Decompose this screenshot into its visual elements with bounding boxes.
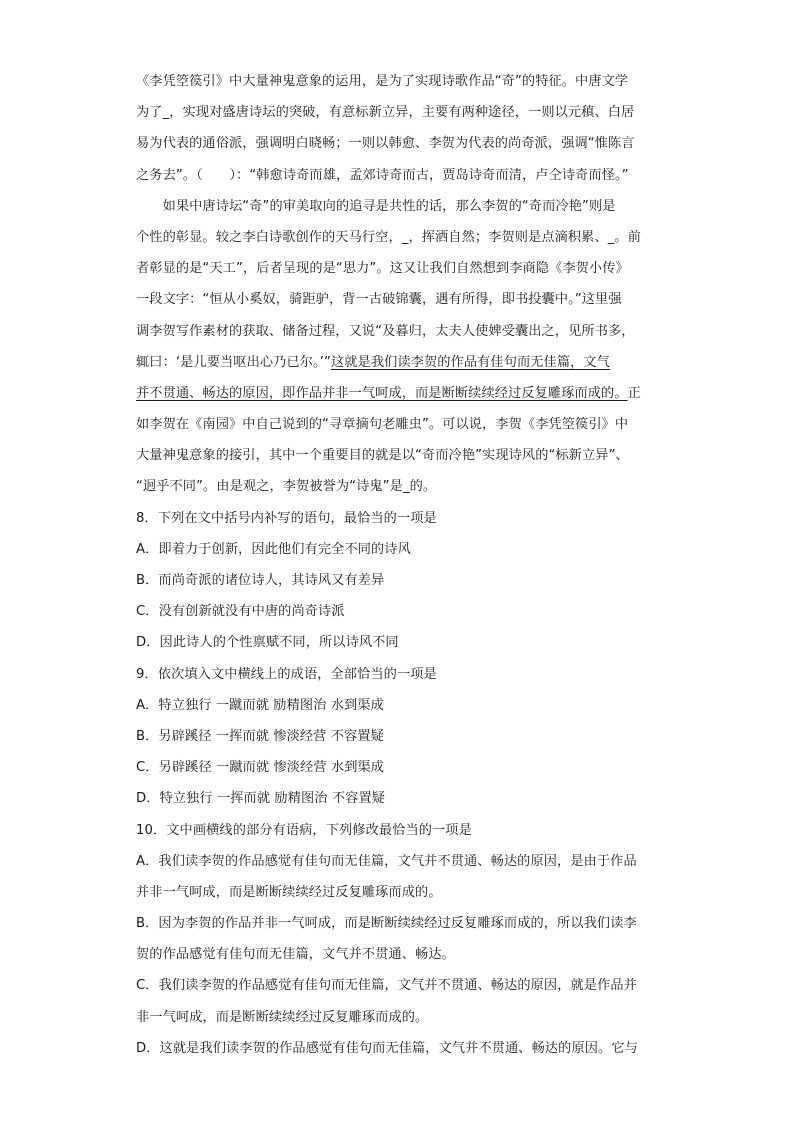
passage-line: 个性的彰显。较之李白诗歌创作的天马行空，_，挥洒自然；李贺则是点滴积累、_。前 <box>136 229 642 245</box>
passage-line: 为了_，实现对盛唐诗坛的突破，有意标新立异，主要有两种途径，一则以元稹、白居 <box>136 105 635 121</box>
answer-option: B．另辟蹊径 一挥而就 惨淡经营 不容置疑 <box>136 728 384 744</box>
answer-option: C．另辟蹊径 一蹴而就 惨淡经营 水到渠成 <box>136 760 385 776</box>
answer-option: D．因此诗人的个性禀赋不同，所以诗风不同 <box>136 635 399 651</box>
answer-option: C．我们读李贺的作品感觉有佳句而无佳篇，文气并不贯通、畅达的原因，就是作品并 <box>136 978 637 994</box>
passage-line: 《李凭箜篌引》中大量神鬼意象的运用，是为了实现诗歌作品“奇”的特征。中唐文学 <box>136 74 629 89</box>
answer-option-continued: 并非一气呵成，而是断断续续经过反复雕琢而成的。 <box>136 884 442 900</box>
passage-line: 一段文字：“恒从小奚奴，骑距驴，背一古破锦囊，遇有所得，即书投囊中。”这里强 <box>136 292 622 308</box>
passage-text: 辄曰：‘是儿要当呕出心乃已尔。’” <box>136 354 331 370</box>
document-page <box>136 66 660 1064</box>
answer-option: B．因为李贺的作品并非一气呵成，而是断断续续经过反复雕琢而成的，所以我们读李 <box>136 916 637 932</box>
question-10 <box>136 815 660 1065</box>
passage-line: 如李贺在《南园》中自己说到的“寻章摘句老雕虫”。可以说，李贺《李凭箜篌引》中 <box>136 417 629 433</box>
question-stem: 10．文中画横线的部分有语病，下列修改最恰当的一项是 <box>136 822 472 838</box>
passage-text: 正 <box>627 385 641 401</box>
answer-option: A．特立独行 一蹴而就 励精图治 水到渠成 <box>136 697 384 713</box>
answer-option-continued: 非一气呵成，而是断断续续经过反复雕琢而成的。 <box>136 1009 429 1025</box>
question-stem: 9．依次填入文中横线上的成语，全部恰当的一项是 <box>136 666 437 682</box>
answer-option: C．没有创新就没有中唐的尚奇诗派 <box>136 604 345 620</box>
underlined-sentence: 这就是我们读李贺的作品有佳句而无佳篇，文气 <box>330 354 610 370</box>
passage-line: 者彰显的是“天工”，后者呈现的是“思力”。这又让我们自然想到李商隐《李贺小传》 <box>136 261 629 277</box>
answer-option: D．特立独行 一挥而就 励精图治 不容置疑 <box>136 791 386 807</box>
answer-option: A．即着力于创新，因此他们有完全不同的诗风 <box>136 541 411 557</box>
underlined-sentence: 并不贯通、畅达的原因，即作品并非一气呵成，而是断断续续经过反复雕琢而成的。 <box>136 385 628 401</box>
passage-line <box>136 347 660 378</box>
passage-line: 易为代表的通俗派，强调明白晓畅；一则以韩愈、李贺为代表的尚奇派，强调“惟陈言 <box>136 136 635 152</box>
passage-line: 大量神鬼意象的接引，其中一个重要目的就是以“奇而冷艳”实现诗风的“标新立异”、 <box>136 448 629 464</box>
reading-passage <box>136 66 660 503</box>
passage-line: 之务去”。（ ）：“韩愈诗奇而雄，孟郊诗奇而古，贾岛诗奇而清，卢仝诗奇而怪。” <box>136 167 629 183</box>
passage-line: 如果中唐诗坛“奇”的审美取向的追寻是共性的话，那么李贺的“奇而冷艳”则是 <box>136 198 616 214</box>
answer-option: D．这就是我们读李贺的作品感觉有佳句而无佳篇，文气并不贯通、畅达的原因。它与 <box>136 1040 638 1056</box>
question-stem: 8．下列在文中括号内补写的语句，最恰当的一项是 <box>136 510 437 526</box>
passage-line <box>136 378 660 409</box>
answer-option-continued: 贺的作品感觉有佳句而无佳篇，文气并不贯通、畅达。 <box>136 947 455 963</box>
passage-line: 调李贺写作素材的获取、储备过程，又说“及暮归，太夫人使婢受囊出之，见所书多， <box>136 323 635 339</box>
question-9 <box>136 659 660 815</box>
answer-option: B．而尚奇派的诸位诗人，其诗风又有差异 <box>136 573 385 588</box>
question-8 <box>136 503 660 659</box>
answer-option: A．我们读李贺的作品感觉有佳句而无佳篇，文气并不贯通、畅达的原因，是由于作品 <box>136 853 637 869</box>
passage-line: “迥乎不同”。由是观之，李贺被誉为“诗鬼”是_的。 <box>136 479 437 495</box>
